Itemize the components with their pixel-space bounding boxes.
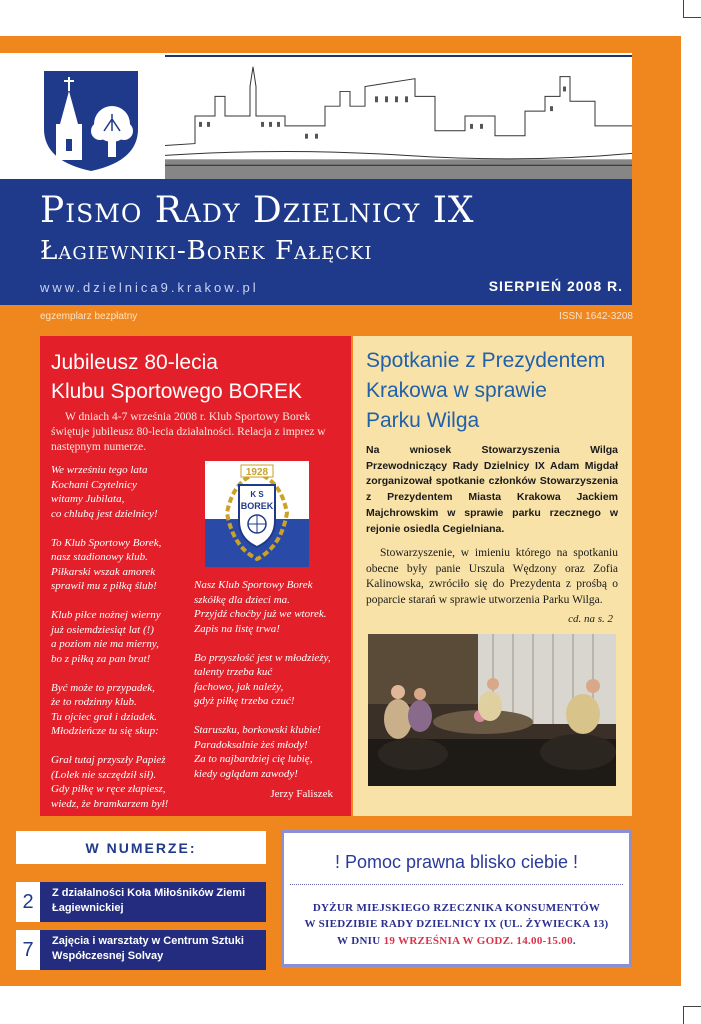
crop-mark — [683, 0, 701, 18]
meeting-body: Stowarzyszenie, w imieniu którego na spotkaniu obecne były panie Urszula Wędzony oraz Zofia Kalinowska, zwróciło się do Prezydenta z prośbą o poparcie starań w sprawie utworzenia Parku Wilga. — [366, 547, 618, 606]
poem-right-column: Nasz Klub Sportowy Borek szkółkę dla dzieci ma. Przyjdź choćby już we wtorek. Zapis na listę trwa! Bo przyszłość jest w młodzieży, talenty trzeba kuć fachowo, jak należy, gdyż piłkę trzeba czuć! Staruszku, borkowski klubie! Paradoksalnie żeś młody! Za to najbardziej cię lubię, kiedy oglądam zawody! — [194, 579, 331, 780]
legal-aid-divider — [290, 884, 623, 885]
legal-aid-line: DYŻUR MIEJSKIEGO RZECZNIKA KONSUMENTÓW — [312, 902, 601, 914]
contents-page-number: 2 — [16, 882, 40, 922]
meeting-title-line: Parku Wilga — [366, 409, 480, 432]
legal-aid-date-prefix: W DNIU — [337, 935, 384, 947]
contents-item[interactable]: Z działalności Koła Miłośników Ziemi Łagiewnickiej — [40, 882, 266, 922]
crop-mark — [683, 1006, 701, 1024]
legal-aid-line: W SIEDZIBIE RADY DZIELNICY IX (UL. ŻYWIECKA 13) — [304, 918, 609, 930]
coat-of-arms-icon — [42, 69, 140, 173]
contents-item[interactable]: Zajęcia i warsztaty w Centrum Sztuki Współczesnej Solvay — [40, 930, 266, 970]
meeting-photo — [368, 634, 616, 786]
meeting-title-line: Spotkanie z Prezydentem — [366, 349, 606, 372]
jubilee-title — [51, 348, 302, 406]
jubilee-title-line: Jubileusz 80-lecia — [51, 351, 218, 374]
legal-aid-date: 19 WRZEŚNIA W GODZ. 14.00-15.00 — [383, 935, 573, 947]
meeting-title-line: Krakowa w sprawie — [366, 379, 547, 402]
meeting-lead: Na wniosek Stowarzyszenia Wilga Przewodniczący Rady Dzielnicy IX Adam Migdał zorganizował spotkanie członków Stowarzyszenia z Prezydentem Miasta Krakowa Jackiem Majchrowskim w sprawie parku rzecznego w rejonie osiedla Cegielniana. — [366, 444, 618, 535]
continued-note: cd. na s. 2 — [568, 613, 613, 625]
club-logo-letters: K S — [250, 490, 264, 499]
club-logo-name: BOREK — [240, 501, 274, 511]
jubilee-intro: W dniach 4-7 września 2008 r. Klub Sportowy Borek świętuje jubileusz 80-lecia działalności. Relacja z imprez w następnym numerze. — [51, 411, 326, 453]
legal-aid-date-suffix: . — [572, 935, 576, 947]
poem-left-column: We wrześniu tego lata Kochani Czytelnicy witamy Jubilata, co chlubą jest dzielnicy! To Klub Sportowy Borek, nasz stadionowy klub. Piłkarski wszak amorek sprawił mu z piłką ślub! Klub piłce nożnej wierny już osiemdziesiąt lat (!) a poziom nie ma mierny, bo z piłką za pan brat! Być może to przypadek, że to rodzinny klub. Tu ojciec grał i dziadek. Młodzieńcze tu się skup: Grał tutaj przyszły Papież (Lolek nie szczędził sił). Gdy piłkę w ręce złapiesz, wiedz, że bramkarzem był! — [51, 464, 169, 810]
jubilee-title-line: Klubu Sportowego BOREK — [51, 380, 302, 403]
newsletter-title: Pismo Rady Dzielnicy IX — [40, 190, 475, 231]
issn-number: ISSN 1642-3208 — [559, 311, 633, 322]
club-logo-icon — [205, 461, 309, 567]
club-logo-year: 1928 — [245, 467, 269, 478]
contents-page-number: 7 — [16, 930, 40, 970]
meeting-title — [366, 346, 605, 436]
city-skyline-illustration — [165, 55, 632, 179]
contents-heading: W NUMERZE: — [85, 840, 197, 856]
newsletter-subtitle: Łagiewniki-Borek Fałęcki — [40, 236, 373, 266]
legal-aid-title: ! Pomoc prawna blisko ciebie ! — [334, 852, 579, 872]
website-link[interactable]: www.dzielnica9.krakow.pl — [40, 280, 259, 295]
issue-date: SIERPIEŃ 2008 R. — [488, 278, 623, 294]
legal-aid-date-line — [284, 935, 629, 947]
poem-author: Jerzy Faliszek — [270, 788, 333, 800]
free-copy-note: egzemplarz bezpłatny — [40, 311, 138, 322]
